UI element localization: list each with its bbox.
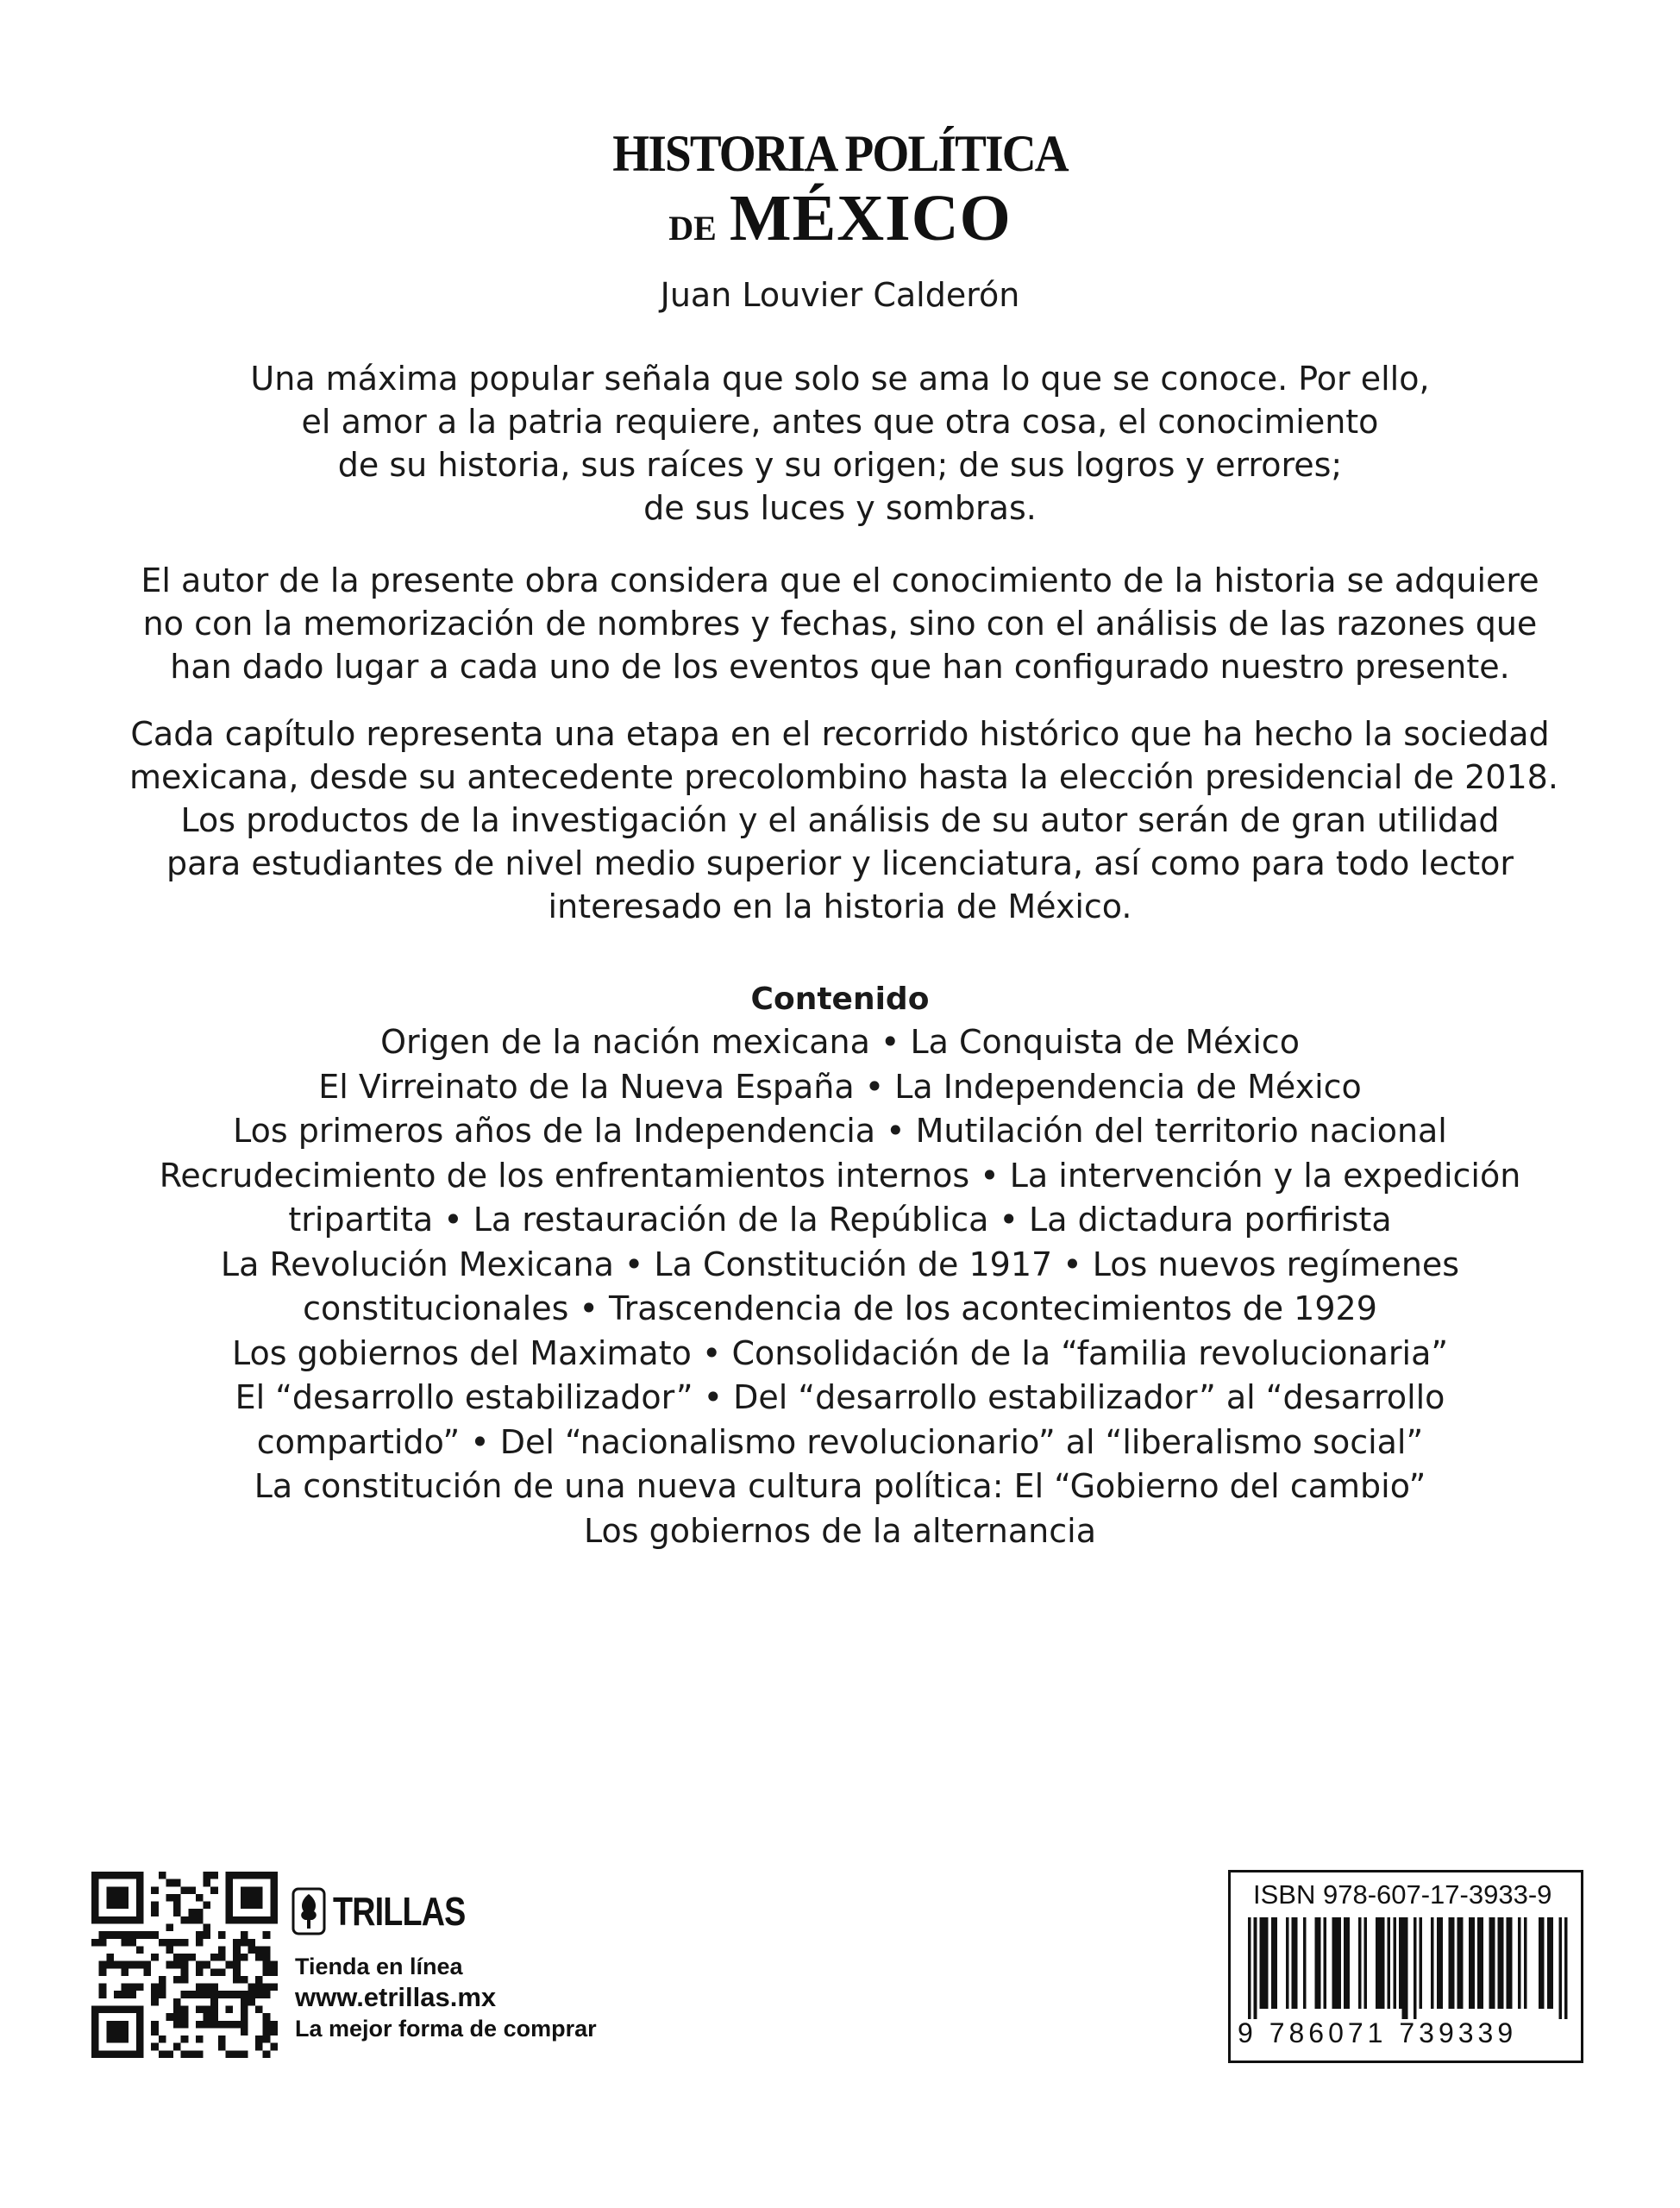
store-slogan: La mejor forma de comprar: [295, 2016, 597, 2042]
isbn-barcode-box: [1228, 1870, 1583, 2063]
barcode-icon: [1248, 1917, 1569, 2019]
blurb-line: para estudiantes de nivel medio superior y licenciatura, así como para todo lector: [166, 844, 1514, 882]
store-url-link[interactable]: www.etrillas.mx: [295, 1982, 497, 2012]
contents-line: compartido” • Del “nacionalismo revolucionario” al “liberalismo social”: [256, 1422, 1424, 1461]
title-mexico: MÉXICO: [729, 182, 1012, 254]
publisher-logo: [291, 1885, 494, 1937]
blurb-line: Cada capítulo representa una etapa en el recorrido histórico que ha hecho la sociedad: [130, 715, 1550, 753]
contents-line: Los gobiernos de la alternancia: [584, 1511, 1096, 1550]
online-store-info: [295, 1951, 597, 2044]
blurb-paragraph-2: [129, 559, 1551, 688]
blurb-paragraph-1: [129, 357, 1551, 530]
contents-line: El Virreinato de la Nueva España • La Independencia de México: [318, 1067, 1362, 1106]
blurb-line: no con la memorización de nombres y fechas, sino con el análisis de las razones que: [142, 605, 1538, 643]
isbn-digits: 9 786071 739339: [1238, 2017, 1518, 2048]
blurb-line: interesado en la historia de México.: [548, 888, 1132, 925]
blurb-line: El autor de la presente obra considera que el conocimiento de la historia se adquiere: [141, 561, 1539, 599]
contents-line: tripartita • La restauración de la República • La dictadura porfirista: [288, 1201, 1392, 1239]
title-line-2: [0, 182, 1680, 254]
blurb-paragraph-3: [129, 712, 1558, 928]
contents-line: El “desarrollo estabilizador” • Del “desarrollo estabilizador” al “desarrollo: [235, 1378, 1445, 1416]
contents-line: La constitución de una nueva cultura política: El “Gobierno del cambio”: [254, 1467, 1426, 1505]
contents-line: Los primeros años de la Independencia • Mutilación del territorio nacional: [233, 1112, 1447, 1150]
store-tagline: Tienda en línea: [295, 1954, 463, 1979]
qr-code-icon: [91, 1872, 278, 2058]
contents-line: constitucionales • Trascendencia de los acontecimientos de 1929: [303, 1289, 1377, 1327]
blurb-line: Una máxima popular señala que solo se ama lo que se conoce. Por ello,: [250, 360, 1430, 398]
blurb-line: Los productos de la investigación y el análisis de su autor serán de gran utilidad: [180, 801, 1500, 839]
blurb-line: mexicana, desde su antecedente precolombino hasta la elección presidencial de 2018.: [129, 758, 1558, 796]
author-name: Juan Louvier Calderón: [660, 276, 1020, 314]
blurb-line: de su historia, sus raíces y su origen; de sus logros y errores;: [337, 446, 1343, 484]
title-line-1: HISTORIA POLÍTICA: [612, 125, 1068, 182]
tree-emblem-icon: [291, 1887, 326, 1935]
blurb-line: han dado lugar a cada uno de los eventos que han configurado nuestro presente.: [170, 648, 1510, 686]
contents-line: Recrudecimiento de los enfrentamientos internos • La intervención y la expedición: [159, 1156, 1521, 1195]
contents-line: Origen de la nación mexicana • La Conquista de México: [380, 1023, 1300, 1061]
contents-line: Los gobiernos del Maximato • Consolidación de la “familia revolucionaria”: [231, 1333, 1449, 1372]
contents-line: La Revolución Mexicana • La Constitución de 1917 • Los nuevos regímenes: [220, 1245, 1460, 1283]
title-de: DE: [668, 209, 717, 248]
publisher-name: TRILLAS: [333, 1889, 466, 1934]
contents-heading: Contenido: [750, 982, 930, 1017]
contents-list: [129, 1020, 1551, 1553]
blurb-line: el amor a la patria requiere, antes que otra cosa, el conocimiento: [301, 403, 1379, 441]
blurb-line: de sus luces y sombras.: [643, 489, 1037, 527]
isbn-label: ISBN 978-607-17-3933-9: [1253, 1879, 1552, 1910]
